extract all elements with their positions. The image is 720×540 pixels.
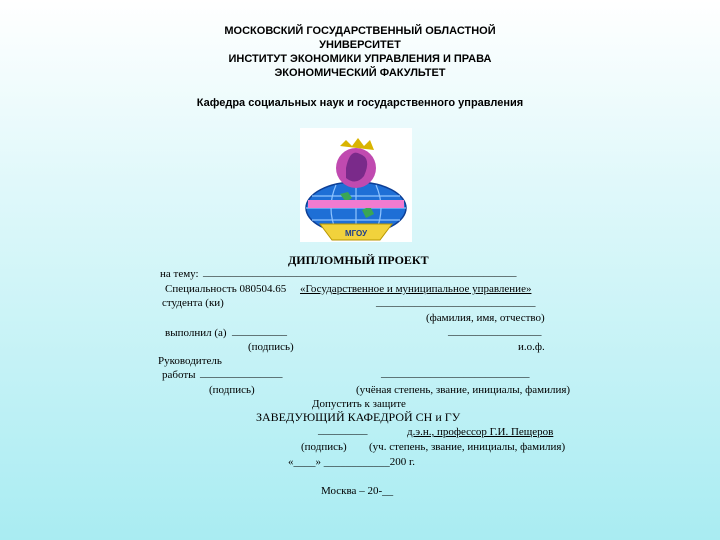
supervisor-label: Руководитель: [158, 355, 222, 367]
student-hint: (фамилия, имя, отчество): [426, 312, 545, 324]
specialty-name: «Государственное и муниципальное управление»: [300, 283, 532, 295]
supervisor-blank: ___________________________: [381, 367, 530, 379]
topic-label: на тему:: [160, 268, 199, 280]
logo-label: МГОУ: [344, 229, 368, 238]
admit-text: Допустить к защите: [312, 398, 406, 410]
initials-blank: _________________: [448, 325, 542, 337]
institute-name: ИНСТИТУТ ЭКОНОМИКИ УПРАВЛЕНИЯ И ПРАВА: [228, 53, 492, 65]
head-title: ЗАВЕДУЮЩИЙ КАФЕДРОЙ СН и ГУ: [256, 410, 461, 424]
work-label: работы: [162, 369, 196, 381]
performed-blank: __________: [232, 325, 287, 337]
signature-hint-3: (подпись): [301, 441, 347, 453]
head-sign-blank: _________: [318, 424, 368, 436]
head-name: д.э.н., профессор Г.И. Пещеров: [407, 426, 554, 438]
initials-hint: и.о.ф.: [518, 341, 545, 353]
mgou-emblem-icon: [300, 128, 412, 242]
university-logo: [300, 128, 412, 242]
university-name-line2: УНИВЕРСИТЕТ: [319, 39, 401, 51]
work-blank: _______________: [200, 367, 283, 379]
performed-label: выполнил (а): [165, 327, 227, 339]
topic-blank: _________________________________________________________: [203, 266, 517, 278]
head-hint: (уч. степень, звание, инициалы, фамилия): [369, 441, 566, 453]
signature-hint-1: (подпись): [248, 341, 294, 353]
project-title: ДИПЛОМНЫЙ ПРОЕКТ: [288, 253, 429, 267]
student-label: студента (ки): [162, 297, 224, 309]
supervisor-hint: (учёная степень, звание, инициалы, фамилия): [356, 384, 571, 396]
department-name: Кафедра социальных наук и государственного управления: [196, 97, 524, 109]
city-year: Москва – 20-__: [321, 485, 394, 497]
faculty-name: ЭКОНОМИЧЕСКИЙ ФАКУЛЬТЕТ: [274, 67, 446, 79]
signature-hint-2: (подпись): [209, 384, 255, 396]
student-blank: _____________________________: [376, 296, 536, 308]
university-name-line1: МОСКОВСКИЙ ГОСУДАРСТВЕННЫЙ ОБЛАСТНОЙ: [224, 25, 496, 37]
date-line: «____» ____________200 г.: [288, 456, 416, 468]
specialty-code: Специальность 080504.65: [165, 283, 287, 295]
